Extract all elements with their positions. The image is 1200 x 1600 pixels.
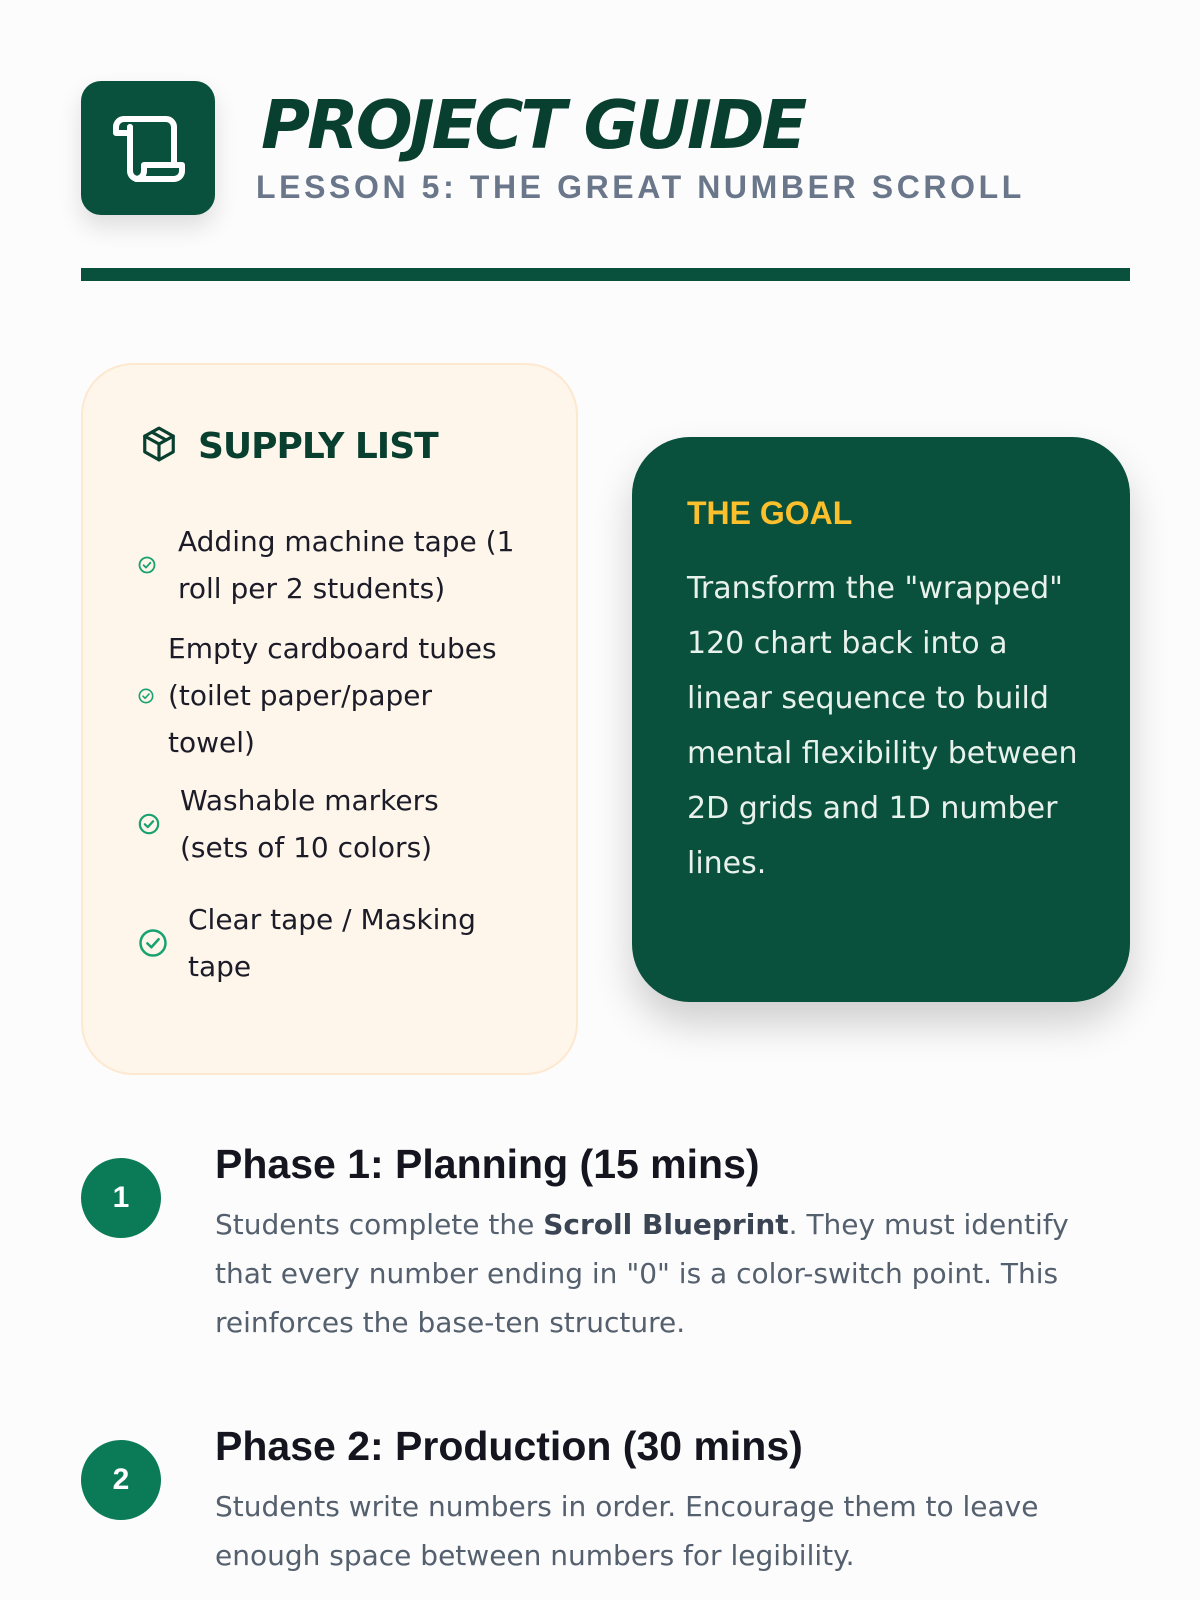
check-circle-icon — [138, 688, 154, 704]
goal-text: Transform the "wrapped" 120 chart back into a linear sequence to build mental flexibility between 2D grids and 1D number lines. — [687, 571, 1078, 881]
supply-list-title: SUPPLY LIST — [198, 426, 438, 467]
phase-number-badge: 2 — [81, 1440, 161, 1520]
scroll-icon — [81, 81, 215, 215]
supply-item-label: Clear tape / Masking tape — [188, 903, 476, 983]
project-guide-page — [81, 0, 1130, 1600]
supply-item — [138, 625, 538, 766]
header — [81, 81, 1130, 221]
lesson-subtitle: LESSON 5: THE GREAT NUMBER SCROLL — [256, 169, 1025, 205]
phase-description-text: Students complete the — [215, 1208, 544, 1241]
check-circle-icon — [138, 928, 168, 958]
check-circle-icon — [138, 556, 156, 574]
check-circle-icon — [138, 813, 160, 835]
phase-title: Phase 2: Production (30 mins) — [215, 1423, 803, 1469]
supply-item-label: Adding machine tape (1 roll per 2 students) — [178, 525, 515, 605]
supply-item-label: Empty cardboard tubes (toilet paper/paper towel) — [168, 632, 497, 759]
goal-card — [632, 437, 1130, 1002]
phase-number-badge: 1 — [81, 1158, 161, 1238]
phase-1 — [81, 1140, 1130, 1380]
supply-list-card — [81, 363, 578, 1075]
page-title: PROJECT GUIDE — [261, 86, 805, 164]
goal-title: THE GOAL — [687, 495, 853, 531]
phase-description — [215, 1200, 1130, 1347]
phase-2 — [81, 1422, 1130, 1600]
supply-item — [138, 777, 538, 871]
supply-item — [138, 518, 538, 612]
supply-item — [138, 896, 538, 990]
phase-description-text: . They must identify that every number ending in "0" is a color-switch point. This reinforces the base-ten structure. — [215, 1208, 1069, 1339]
phase-title: Phase 1: Planning (15 mins) — [215, 1141, 760, 1187]
supply-item-label: Washable markers (sets of 10 colors) — [180, 784, 439, 864]
header-divider — [81, 268, 1130, 281]
phase-description: Students write numbers in order. Encourage them to leave enough space between numbers for legibility. — [215, 1490, 1039, 1572]
scroll-blueprint-emphasis: Scroll Blueprint — [543, 1208, 789, 1241]
supply-list-heading — [140, 425, 438, 468]
package-icon — [140, 425, 178, 468]
